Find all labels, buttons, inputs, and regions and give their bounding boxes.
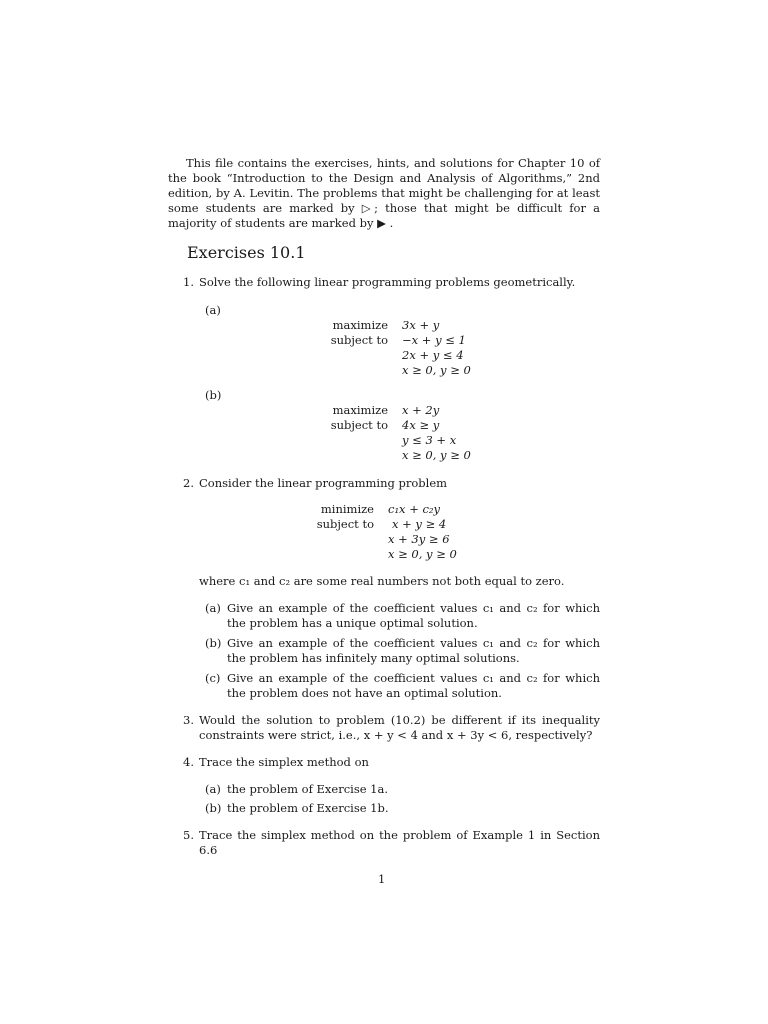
exercise-1-text: Solve the following linear programming problems geometrically. (199, 275, 576, 289)
lp-1a-constraint-keyword: subject to (330, 333, 388, 347)
lp-1b-constraint-keyword: subject to (330, 418, 388, 432)
lp-2-constraint-3: x ≥ 0, y ≥ 0 (388, 547, 457, 561)
exercise-4-number: 4. (183, 755, 194, 769)
lp-1b-constraint-1: 4x ≥ y (402, 418, 440, 432)
page-number: 1 (378, 872, 386, 886)
lp-2-objective: c₁x + c₂y (388, 502, 441, 516)
lp-2-objective-keyword: minimize (320, 502, 374, 516)
exercise-5-number: 5. (183, 828, 194, 842)
exercise-1-number: 1. (183, 275, 194, 289)
exercise-1a-label: (a) (205, 303, 221, 317)
section-title: Exercises 10.1 (187, 243, 306, 262)
exercise-4a-label: (a) (205, 782, 221, 796)
lp-2-constraint-1: x + y ≥ 4 (392, 517, 447, 531)
lp-1a-constraint-1: −x + y ≤ 1 (402, 333, 466, 347)
exercise-4b-text: the problem of Exercise 1b. (227, 801, 389, 815)
exercise-2c-label: (c) (205, 671, 221, 685)
lp-1a-constraint-2: 2x + y ≤ 4 (402, 348, 464, 362)
exercise-2c-text: Give an example of the coefficient values c₁ and c₂ for which the problem does not have an optimal solution. (227, 671, 600, 700)
exercise-2-text: Consider the linear programming problem (199, 476, 448, 490)
lp-1a-objective: 3x + y (402, 318, 440, 332)
exercise-1b-label: (b) (205, 388, 222, 402)
exercise-2b-label: (b) (205, 636, 222, 650)
lp-1b-constraint-2: y ≤ 3 + x (402, 433, 457, 447)
exercise-2a-label: (a) (205, 601, 221, 615)
lp-1b-constraint-3: x ≥ 0, y ≥ 0 (402, 448, 471, 462)
lp-1a-constraint-3: x ≥ 0, y ≥ 0 (402, 363, 471, 377)
lp-1b-objective-keyword: maximize (332, 403, 388, 417)
intro-paragraph: This file contains the exercises, hints, and solutions for Chapter 10 of the book “Introduction to the Design and Analysis of Algorithms,” 2nd edition, by A. Levitin. The problems that might be challenging for at least some students are marked by ▷; those that might be difficult for a majority of students are marked by ▶ . (168, 156, 600, 230)
lp-1a-objective-keyword: maximize (332, 318, 388, 332)
lp-2-constraint-2: x + 3y ≥ 6 (388, 532, 450, 546)
exercise-2b-text: Give an example of the coefficient values c₁ and c₂ for which the problem has infinitely many optimal solutions. (227, 636, 600, 665)
exercise-4-text: Trace the simplex method on (199, 755, 369, 769)
exercise-5-text: Trace the simplex method on the problem of Example 1 in Section 6.6 (199, 828, 600, 857)
exercise-2-number: 2. (183, 476, 194, 490)
exercise-3-text: Would the solution to problem (10.2) be different if its inequality constraints were strict, i.e., x + y < 4 and x + 3y < 6, respectively? (199, 713, 600, 742)
exercise-4a-text: the problem of Exercise 1a. (227, 782, 389, 796)
lp-1b-objective: x + 2y (402, 403, 440, 417)
exercise-3-number: 3. (183, 713, 194, 727)
exercise-2a-text: Give an example of the coefficient values c₁ and c₂ for which the problem has a unique optimal solution. (227, 601, 600, 630)
exercise-2-where: where c₁ and c₂ are some real numbers not both equal to zero. (199, 574, 565, 588)
lp-2-constraint-keyword: subject to (316, 517, 374, 531)
exercise-4b-label: (b) (205, 801, 222, 815)
